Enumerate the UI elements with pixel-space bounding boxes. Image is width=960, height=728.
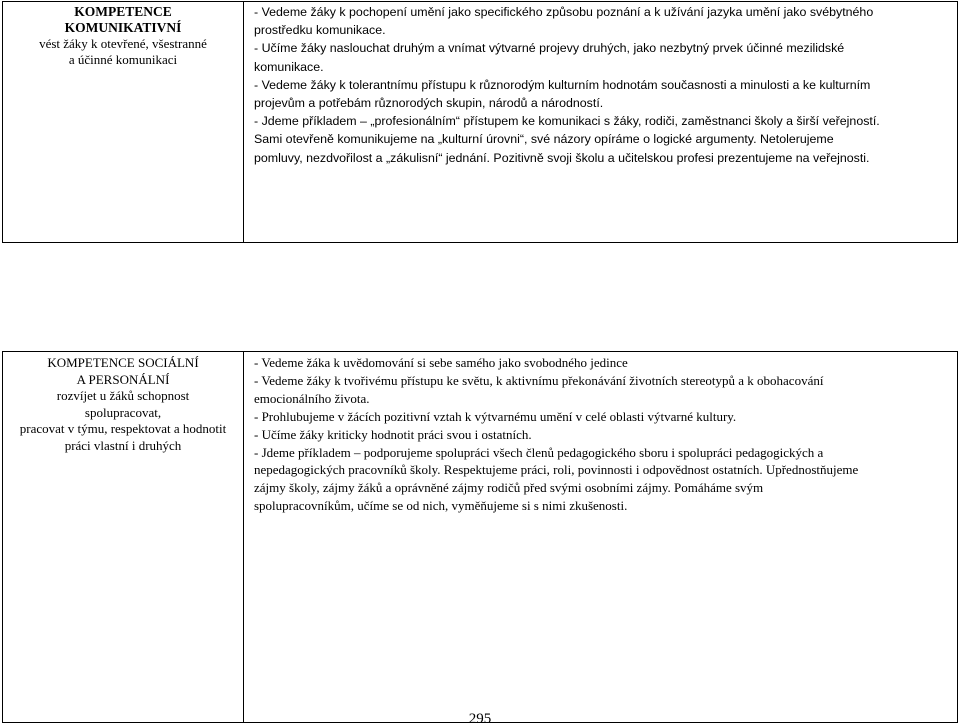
description-line: - Prohlubujeme v žácích pozitivní vztah k výtvarnému umění v celé oblasti výtvarné kultury. [254, 408, 737, 424]
description-line: - Vedeme žáky k pochopení umění jako specifického způsobu poznání a k užívání jazyka umění jako svébytného [254, 5, 874, 19]
description-line: - Učíme žáky naslouchat druhým a vnímat výtvarné projevy druhých, jako nezbytný prvek účinné mezilidské [254, 41, 845, 56]
competence-subtitle: vést žáky k otevřené, všestranné [39, 36, 207, 51]
description-line: - Učíme žáky kriticky hodnotit práci svou i ostatních. [254, 426, 532, 442]
competence-title-cell [3, 352, 244, 723]
description-line: nepedagogických pracovníků školy. Respektujeme práci, roli, povinnosti i odpovědnost ostatních. Upřednostňujeme [254, 462, 859, 478]
page-number: 295 [468, 711, 492, 727]
description-line: - Vedeme žáky k tvořivému přístupu ke světu, k aktivnímu překonávání životních stereotypů a k obohacování [254, 372, 824, 388]
description-line: - Jdeme příkladem – podporujeme spolupráci všech členů pedagogického sboru i spolupráci pedagogických a [254, 444, 824, 460]
competence-description-cell [244, 2, 958, 243]
competence-social-table [2, 351, 958, 723]
competence-title: A PERSONÁLNÍ [76, 371, 170, 387]
description-line: - Vedeme žáky k tolerantnímu přístupu k různorodým kulturním hodnotám současnosti a minulosti a ke kulturním [254, 77, 871, 92]
description-line: Sami otevřeně komunikujeme na „kulturní úrovni“, své názory opíráme o logické argumenty. Netolerujeme [254, 132, 834, 147]
competence-title: KOMPETENCE SOCIÁLNÍ [47, 355, 199, 370]
competence-subtitle: práci vlastní i druhých [64, 437, 182, 453]
competence-title: KOMUNIKATIVNÍ [64, 20, 182, 35]
description-line: spolupracovníkům, učíme se od nich, vyměňujeme si s nimi zkušenosti. [254, 498, 628, 514]
table-row [3, 352, 958, 723]
table-row [3, 2, 958, 243]
competence-title: KOMPETENCE [74, 4, 172, 19]
description-line: pomluvy, nezdvořilost a „zákulisní“ jednání. Pozitivně svoji školu a učitelskou profesi prezentujeme na veřejnosti. [254, 150, 870, 165]
description-line: zájmy školy, zájmy žáků a oprávněné zájmy rodičů před svými osobními zájmy. Pomáháme svým [254, 480, 764, 496]
description-line: prostředku komunikace. [254, 23, 386, 38]
competence-subtitle: pracovat v týmu, respektovat a hodnotit [19, 421, 227, 436]
description-line: - Vedeme žáka k uvědomování si sebe samého jako svobodného jedince [254, 355, 628, 370]
description-line: emocionálního života. [254, 390, 370, 406]
competence-subtitle: rozvíjet u žáků schopnost [56, 388, 190, 403]
competence-subtitle: a účinné komunikaci [68, 52, 178, 67]
description-line: - Jdeme příkladem – „profesionálním“ přístupem ke komunikaci s žáky, rodiči, zaměstnanci školy a širší veřejností. [254, 114, 880, 129]
competence-title-cell [3, 2, 244, 243]
competence-description-cell [244, 352, 958, 723]
description-line: projevům a potřebám různorodých skupin, národů a národností. [254, 96, 604, 111]
description-line: komunikace. [254, 59, 324, 74]
competence-communication-table [2, 1, 958, 243]
competence-subtitle: spolupracovat, [84, 404, 162, 420]
